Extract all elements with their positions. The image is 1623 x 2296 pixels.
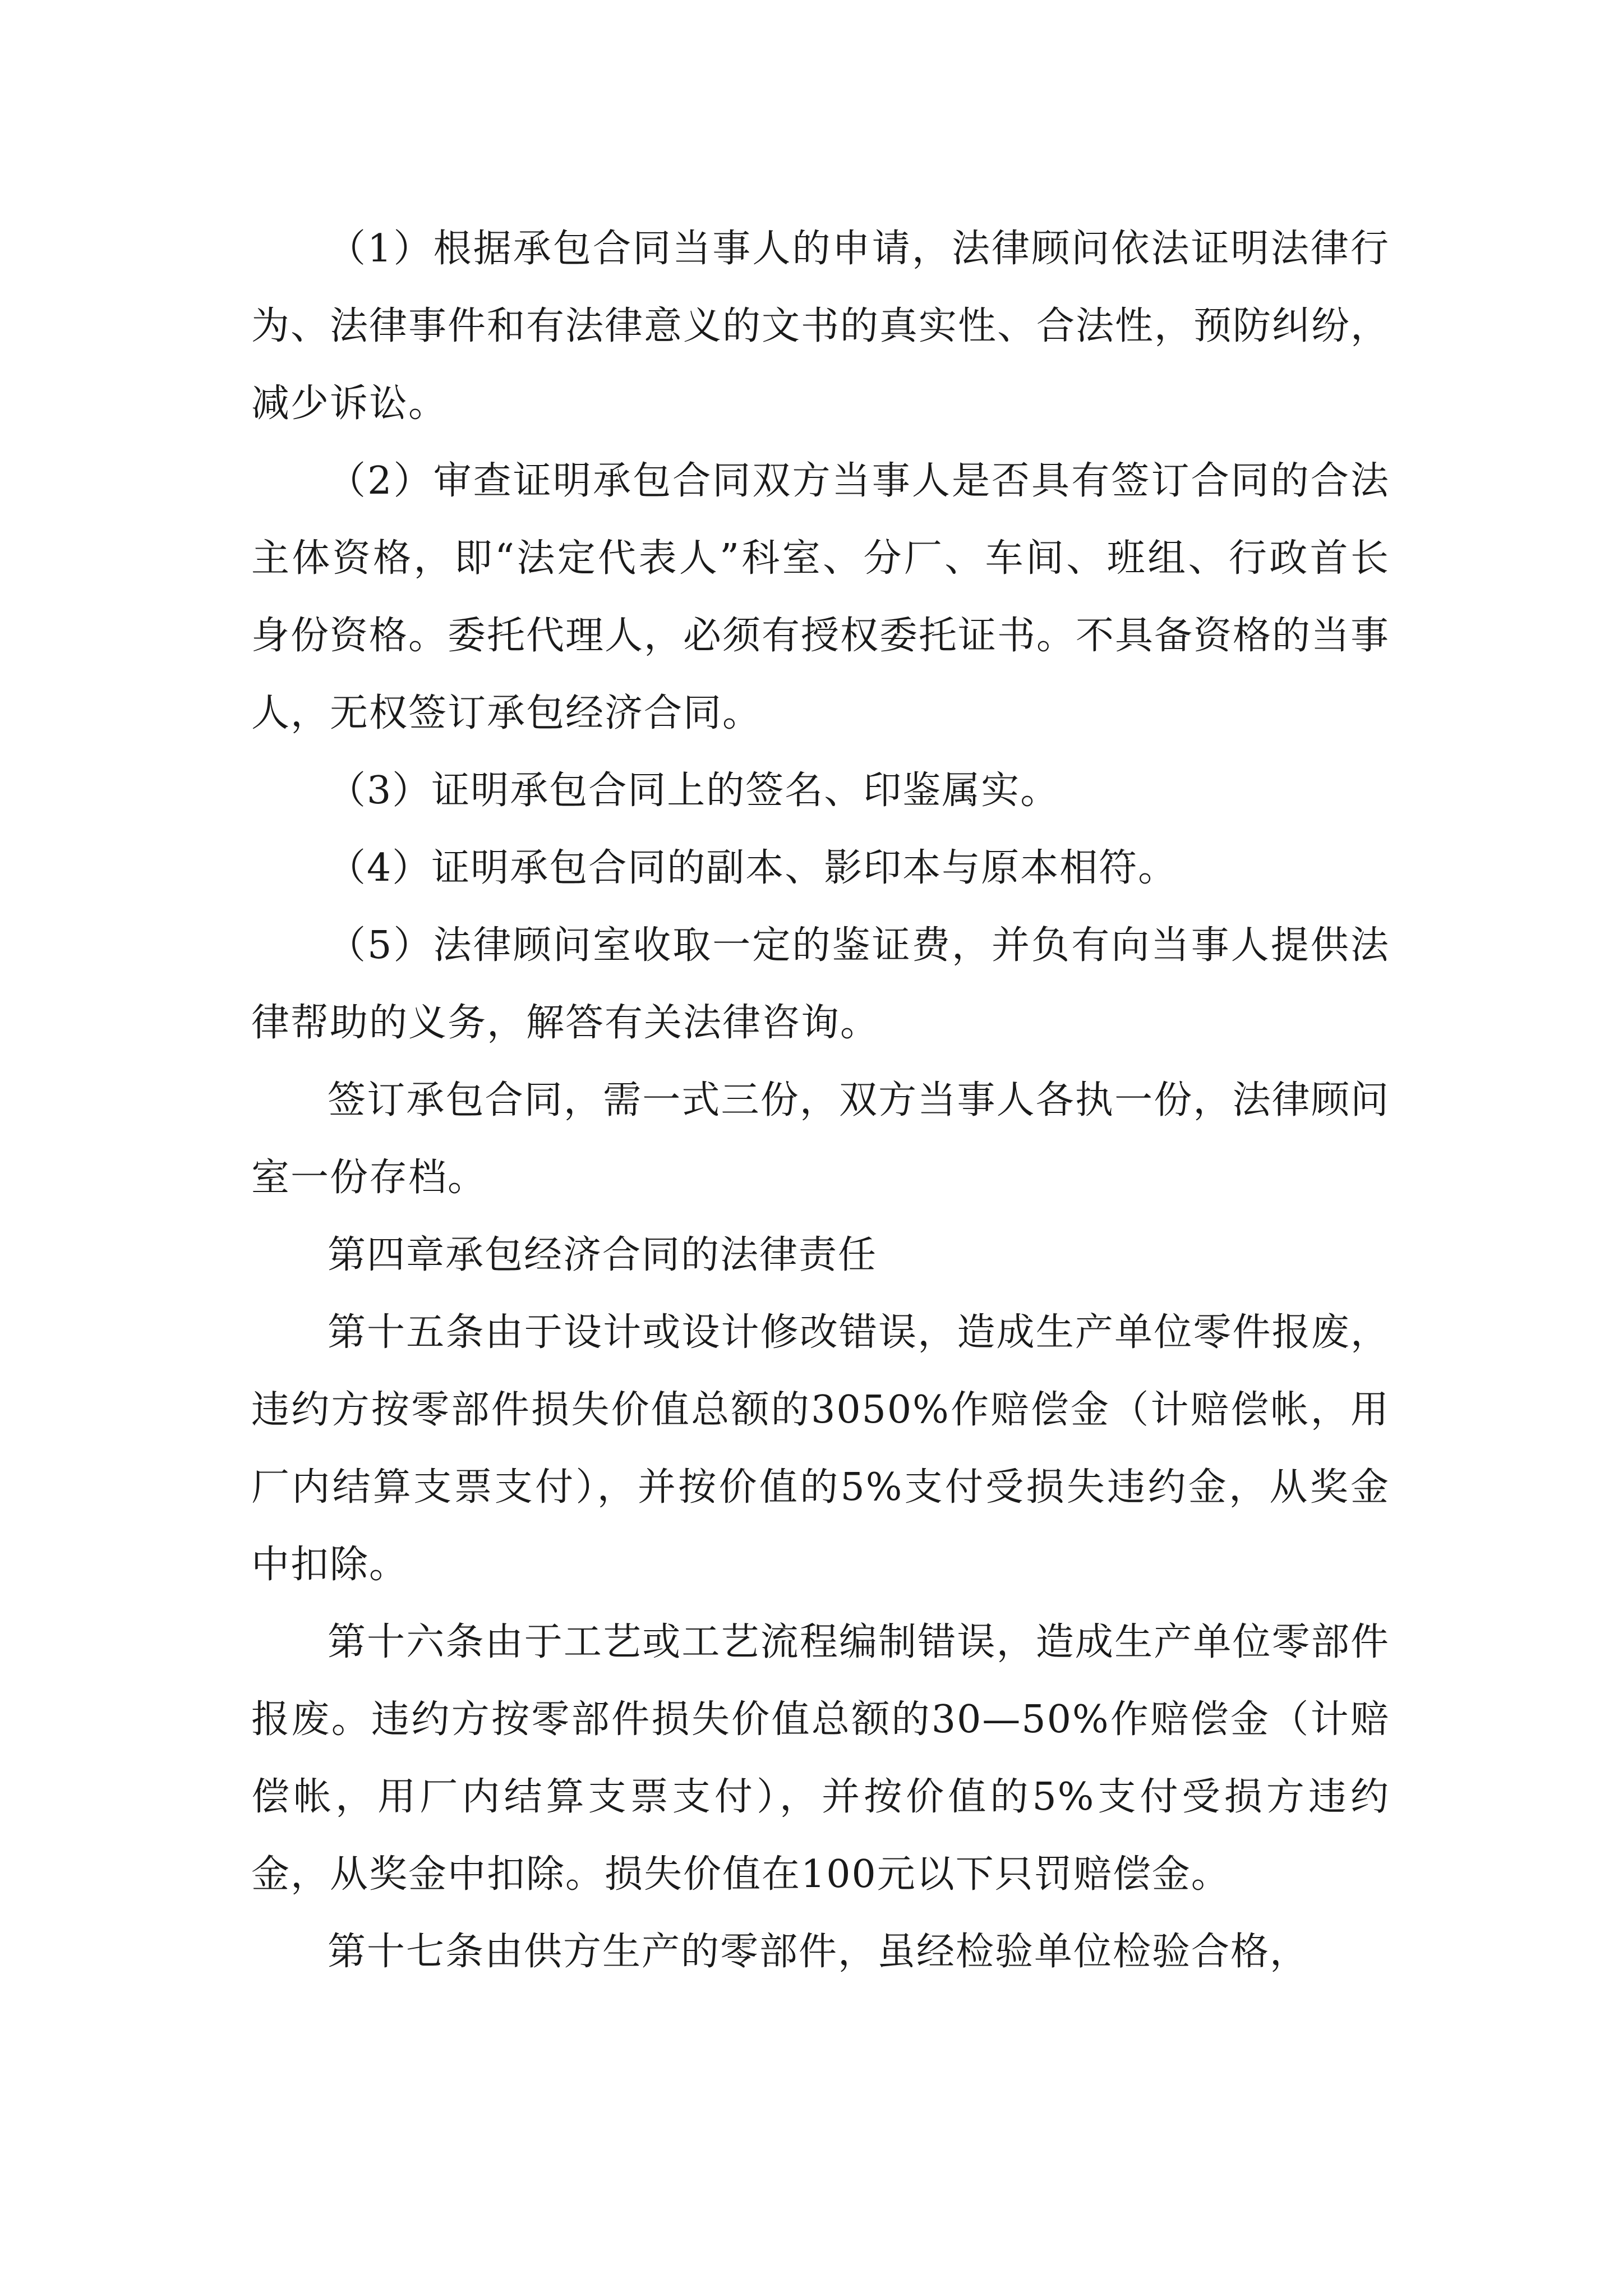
article-16: 第十六条由于工艺或工艺流程编制错误，造成生产单位零部件报废。违约方按零部件损失价值总额的30—50%作赔偿金（计赔偿帐，用厂内结算支票支付），并按价值的5%支付受损方违约金，从奖金中扣除。损失价值在100元以下只罚赔偿金。 [251,1620,1390,1897]
article-17: 第十七条由供方生产的零部件，虽经检验单位检验合格， [328,1930,1310,1974]
paragraph-item-2: （2）审查证明承包合同双方当事人是否具有签订合同的合法主体资格，即“法定代表人”科室、分厂、车间、班组、行政首长身份资格。委托代理人，必须有授权委托证书。不具备资格的当事人，无权签订承包经济合同。 [251,459,1390,735]
document-body [251,210,1390,1991]
paragraph-item-4: （4）证明承包合同的副本、影印本与原本相符。 [328,846,1178,890]
paragraph-item-1: （1）根据承包合同当事人的申请，法律顾问依法证明法律行为、法律事件和有法律意义的文书的真实性、合法性，预防纠纷，减少诉讼。 [251,227,1390,426]
paragraph-signing: 签订承包合同，需一式三份，双方当事人各执一份，法律顾问室一份存档。 [251,1078,1390,1200]
chapter-heading: 第四章承包经济合同的法律责任 [328,1233,878,1277]
paragraph-item-3: （3）证明承包合同上的签名、印鉴属实。 [328,769,1060,813]
paragraph-item-5: （5）法律顾问室收取一定的鉴证费，并负有向当事人提供法律帮助的义务，解答有关法律咨询。 [251,923,1390,1045]
article-15: 第十五条由于设计或设计修改错误，造成生产单位零件报废，违约方按零部件损失价值总额的3050%作赔偿金（计赔偿帐，用厂内结算支票支付），并按价值的5%支付受损失违约金，从奖金中扣除。 [251,1310,1390,1587]
